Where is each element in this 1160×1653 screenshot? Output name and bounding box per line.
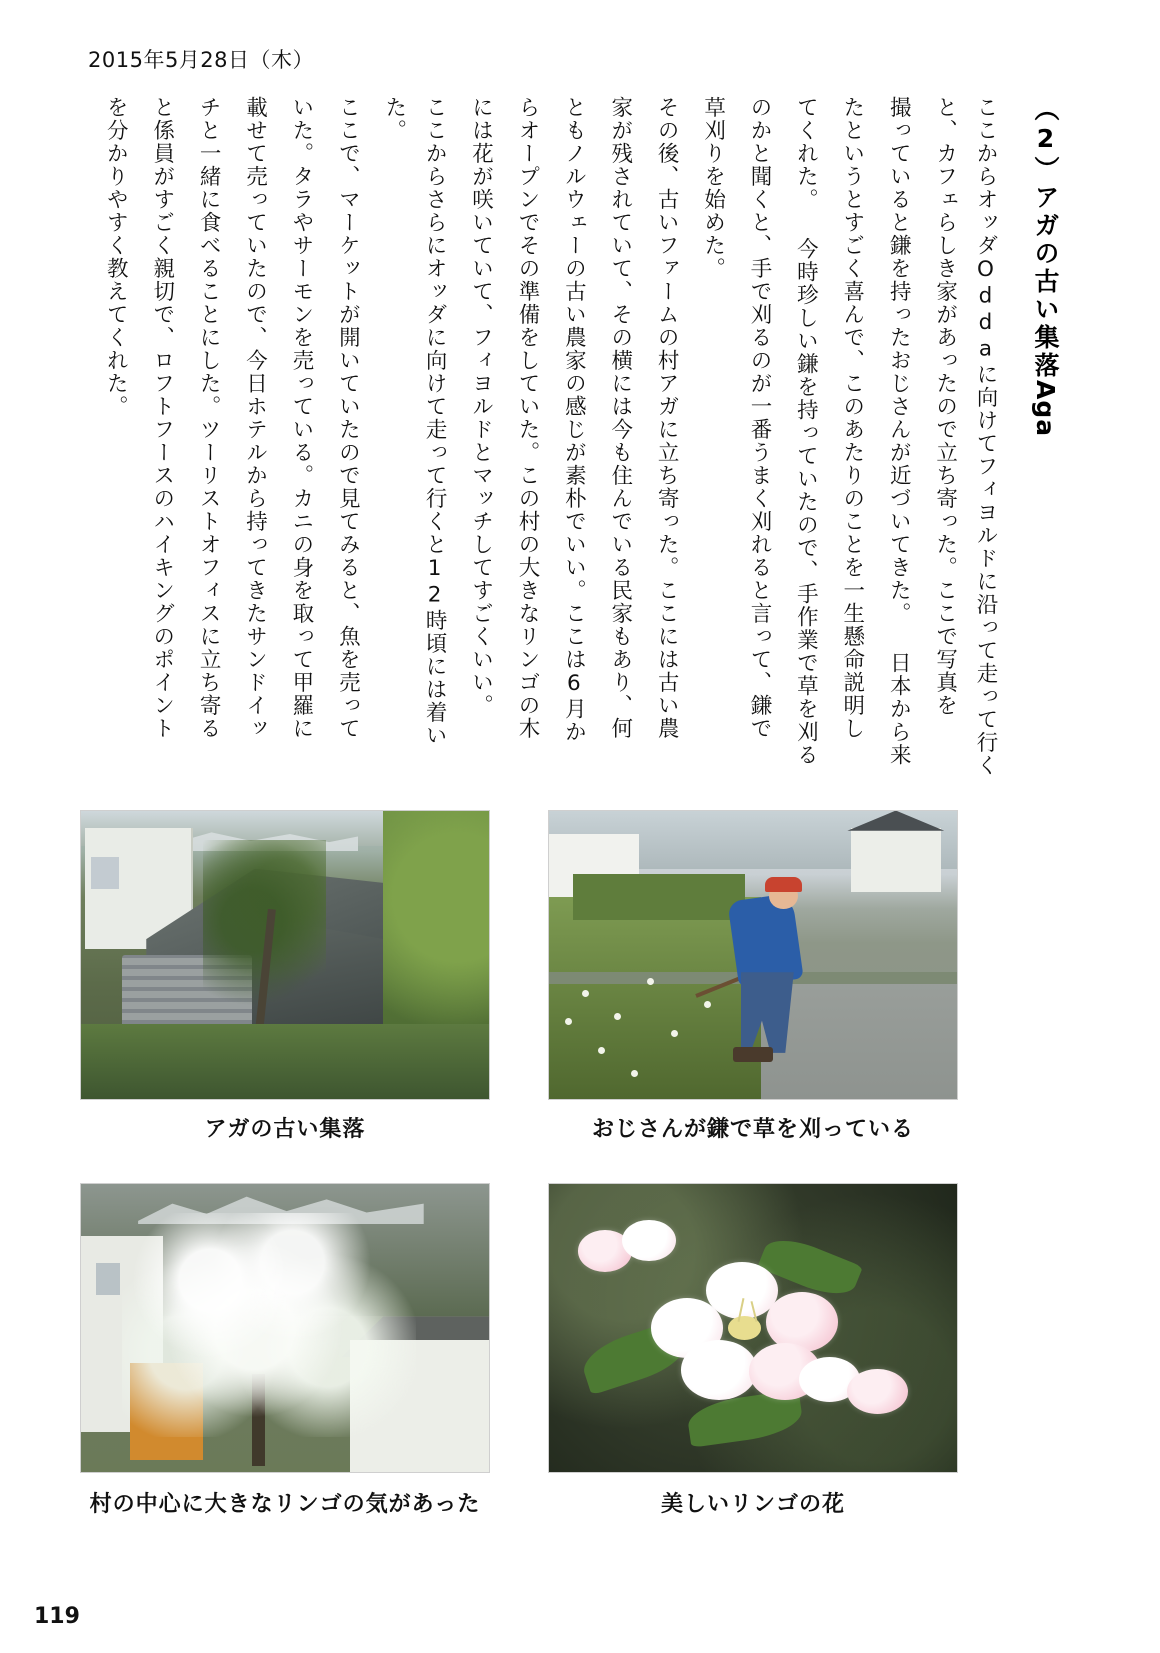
article-column: には花が咲いていて、フィヨルドとマッチしてすごくいい。 [468, 96, 494, 717]
article-column: 家が残されていて、その横には今も住んでいる民家もあり、何 [607, 96, 633, 740]
figure-apple-tree [80, 1183, 490, 1473]
article-column: と係員がすごく親切で、ロフトフースのハイキングのポイント [149, 96, 175, 740]
photo-apple-tree [80, 1183, 490, 1473]
article-column: 草刈りを始めた。 [700, 96, 726, 280]
photo-man-scythe [548, 810, 958, 1100]
section-heading-text: （2）アガの古い集落 [1031, 96, 1060, 380]
article-column: のかと聞くと、手で刈るのが一番うまく刈れると言って、鎌で [746, 96, 772, 740]
article-column: らオープンでその準備をしていた。この村の大きなリンゴの木 [514, 96, 540, 740]
article-column: たというとすごく喜んで、このあたりのことを一生懸命説明し [839, 96, 865, 740]
date-header: 2015年5月28日（木） [88, 48, 315, 72]
section-heading-latin: Aga [1031, 380, 1060, 438]
article-column: いた。タラやサーモンを売っている。カニの身を取って甲羅に [288, 96, 314, 740]
figure-apple-blossom [548, 1183, 958, 1473]
article-column: てくれた。 今時珍しい鎌を持っていたので、手作業で草を刈る [793, 96, 819, 767]
figure-old-village [80, 810, 490, 1100]
article-column: 撮っていると鎌を持ったおじさんが近づいてきた。 日本から来 [886, 96, 912, 767]
article-columns [89, 96, 1005, 786]
figure-caption: 美しいリンゴの花 [660, 1492, 845, 1517]
figure-caption: 村の中心に大きなリンゴの気があった [89, 1492, 481, 1517]
article-column: ここからオッダOddaに向けてフィヨルドに沿って走って行くと、カフェらしき家があったので立ち寄った。ここで写真を [932, 96, 998, 777]
article-column: チと一緒に食べることにした。ツーリストオフィスに立ち寄る [196, 96, 222, 740]
article-column: ここからさらにオッダに向けて走って行くと12時頃には着いた。 [381, 96, 448, 747]
photo-apple-blossom [548, 1183, 958, 1473]
article-body [103, 96, 1072, 786]
figure-caption: おじさんが鎌で草を刈っている [591, 1117, 914, 1142]
article-column: その後、古いファームの村アガに立ち寄った。ここには古い農 [654, 96, 680, 740]
article-column: を分かりやすく教えてくれた。 [103, 96, 129, 418]
section-heading [1027, 96, 1068, 496]
photo-old-village [80, 810, 490, 1100]
page-number: 119 [34, 1604, 80, 1629]
article-column: ともノルウェーの古い農家の感じが素朴でいい。ここは6月か [561, 96, 587, 744]
figure-man-scythe [548, 810, 958, 1100]
figure-caption: アガの古い集落 [204, 1117, 366, 1142]
article-column: ここで、マーケットが開いていたので見てみると、魚を売って [335, 96, 361, 740]
article-column: 載せて売っていたので、今日ホテルから持ってきたサンドイッ [242, 96, 268, 740]
